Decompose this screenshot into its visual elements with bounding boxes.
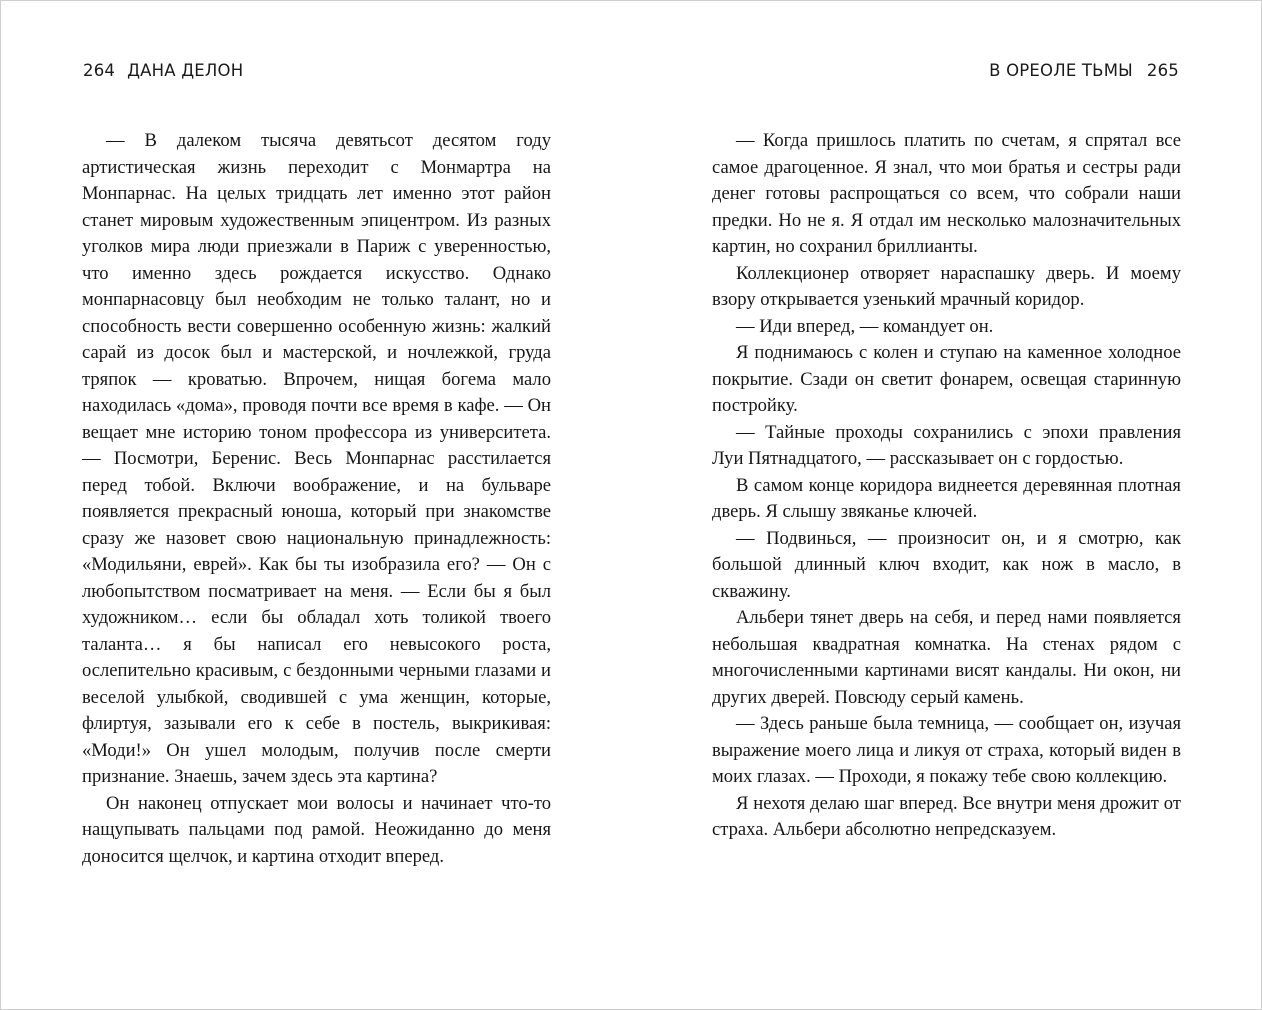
paragraph: Коллекционер отворяет нараспашку дверь. И моему взору открывается узенький мрачный коридор. <box>712 262 1181 310</box>
right-running-head <box>989 61 1179 80</box>
left-page-body <box>82 128 551 870</box>
paragraph: — Тайные проходы сохранились с эпохи правления Луи Пятнадцатого, — рассказывает он с гордостью. <box>712 421 1181 469</box>
paragraph: Альбери тянет дверь на себя, и перед нами появляется небольшая квадратная комнатка. На стенах рядом с многочисленными картинами висят кандалы. Ни окон, ни других дверей. Повсюду серый камень. <box>712 607 1181 708</box>
paragraph: — Здесь раньше была темница, — сообщает он, изучая выражение моего лица и ликуя от страха, который виден в моих глазах. — Проходи, я покажу тебе свою коллекцию. <box>712 713 1181 787</box>
paragraph: Я нехотя делаю шаг вперед. Все внутри меня дрожит от страха. Альбери абсолютно непредсказуем. <box>712 792 1181 840</box>
paragraph: В самом конце коридора виднеется деревянная плотная дверь. Я слышу звяканье ключей. <box>712 474 1181 522</box>
paragraph: Я поднимаюсь с колен и ступаю на каменное холодное покрытие. Сзади он светит фонарем, освещая старинную постройку. <box>712 342 1181 416</box>
paragraph: — В далеком тысяча девятьсот десятом году артистическая жизнь переходит с Монмартра на Монпарнас. На целых тридцать лет именно этот район станет мировым художественным эпицентром. Из разных уголков мира люди приезжали в Париж с уверенностью, что именно здесь рождается искусство. Однако монпарнасовцу был необходим не только талант, но и способность вести совершенно особенную жизнь: жалкий сарай из досок был и мастерской, и ночлежкой, груда тряпок — кроватью. Впрочем, нищая богема мало находилась «дома», проводя почти все время в кафе. — Он вещает мне историю тоном профессора из университета. — Посмотри, Беренис. Весь Монпарнас расстилается перед тобой. Включи воображение, и на бульваре появляется прекрасный юноша, который при знакомстве сразу же назовет свою национальную принадлежность: «Модильяни, еврей». Как бы ты изобразила его? — Он с любопытством посматривает на меня. — Если бы я был художником… если бы обладал хоть толикой твоего таланта… я бы написал его невысокого роста, ослепительно красивым, с бездонными черными глазами и веселой улыбкой, сводившей с ума женщин, которые, флиртуя, зазывали его к себе в постель, выкрикивая: «Моди!» Он ушел молодым, получив после смерти признание. Знаешь, зачем здесь эта картина? <box>82 130 551 787</box>
left-author-name: ДАНА ДЕЛОН <box>127 61 244 80</box>
right-book-title: В ОРЕОЛЕ ТЬМЫ <box>989 61 1133 80</box>
paragraph: — Подвинься, — произносит он, и я смотрю, как большой длинный ключ входит, как нож в масло, в скважину. <box>712 527 1181 602</box>
paragraph: Он наконец отпускает мои волосы и начинает что-то нащупывать пальцами под рамой. Неожиданно до меня доносится щелчок, и картина отходит вперед. <box>82 792 551 867</box>
right-page-number: 265 <box>1146 61 1179 80</box>
right-page-body <box>712 128 1181 844</box>
left-running-head <box>83 61 243 80</box>
left-page-number: 264 <box>83 61 116 80</box>
paragraph: — Иди вперед, — командует он. <box>736 315 994 337</box>
paragraph: — Когда пришлось платить по счетам, я спрятал все самое драгоценное. Я знал, что мои братья и сестры ради денег готовы распрощаться со всем, что собрали наши предки. Но не я. Я отдал им несколько малозначительных картин, но сохранил бриллианты. <box>712 130 1181 257</box>
